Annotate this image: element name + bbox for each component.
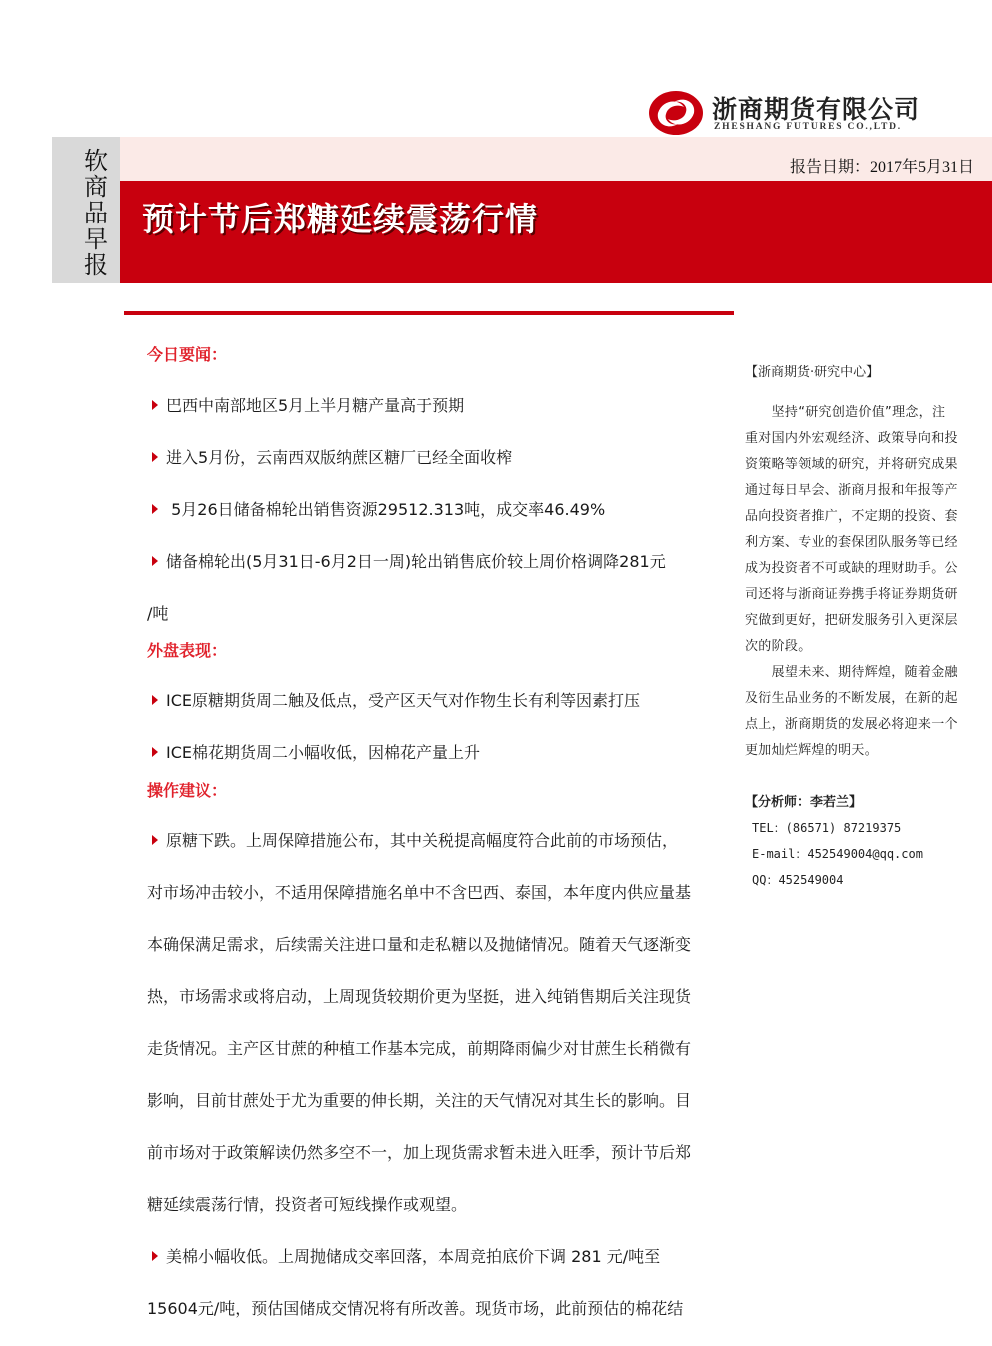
bullet-arrow-icon	[152, 747, 158, 757]
bullet-arrow-icon	[152, 504, 158, 514]
sidebar-text-line: 品向投资者推广，不定期的投资、套	[745, 509, 958, 524]
advice-paragraph-line: 原糖下跌。上周保障措施公布，其中关税提高幅度符合此前的市场预估，	[152, 828, 712, 851]
sidebar-text-line: 及衍生品业务的不断发展，在新的起	[745, 691, 958, 706]
side-tab-label: 软商品早报	[84, 147, 108, 279]
overseas-item: ICE棉花期货周二小幅收低，因棉花产量上升	[152, 740, 712, 763]
advice-paragraph-line: 美棉小幅收低。上周抛储成交率回落，本周竞拍底价下调 281 元/吨至	[152, 1244, 712, 1267]
bullet-arrow-icon	[152, 400, 158, 410]
sidebar-text-line: 利方案、专业的套保团队服务等已经	[745, 535, 958, 550]
news-item: 5月26日储备棉轮出销售资源29512.313吨，成交率46.49%	[152, 497, 712, 520]
sidebar-text-line: 更加灿烂辉煌的明天。	[745, 743, 879, 758]
report-date: 报告日期：2017年5月31日	[789, 159, 974, 176]
sidebar-text-line: 成为投资者不可或缺的理财助手。公	[745, 561, 958, 576]
analyst-email[interactable]: E-mail：452549004@qq.com	[752, 847, 923, 861]
company-name-cn: 浙商期货有限公司	[712, 95, 921, 124]
analyst-tel: TEL：(86571) 87219375	[752, 821, 902, 835]
sidebar-text-line: 资策略等领域的研究，并将研究成果	[745, 457, 958, 472]
section-heading-advice: 操作建议：	[147, 781, 228, 800]
bullet-arrow-icon	[152, 695, 158, 705]
news-item: 储备棉轮出(5月31日-6月2日一周)轮出销售底价较上周价格调降281元	[152, 549, 712, 572]
advice-paragraph-line: 本确保满足需求，后续需关注进口量和走私糖以及抛储情况。随着天气逐渐变	[147, 935, 692, 954]
advice-paragraph-line: 热，市场需求或将启动，上周现货较期价更为坚挺，进入纯销售期后关注现货	[147, 987, 692, 1006]
company-logo-icon	[648, 90, 704, 136]
sidebar-text-line: 究做到更好，把研发服务引入更深层	[745, 613, 958, 628]
report-title: 预计节后郑糖延续震荡行情	[142, 200, 539, 238]
advice-paragraph-line: 15604元/吨，预估国储成交情况将有所改善。现货市场，此前预估的棉花结	[147, 1299, 684, 1318]
sidebar-text-line: 重对国内外宏观经济、政策导向和投	[745, 431, 958, 446]
news-item: 进入5月份，云南西双版纳蔗区糖厂已经全面收榨	[152, 445, 712, 468]
sidebar-text-line: 展望未来、期待辉煌，随着金融	[745, 665, 958, 680]
news-item-continued: /吨	[147, 604, 169, 623]
sidebar-text-line: 点上，浙商期货的发展必将迎来一个	[745, 717, 958, 732]
bullet-arrow-icon	[152, 556, 158, 566]
section-heading-overseas: 外盘表现：	[147, 641, 228, 660]
company-name-en: ZHESHANG FUTURES CO.,LTD.	[714, 122, 902, 132]
sidebar-text-line: 次的阶段。	[745, 639, 812, 654]
advice-paragraph-line: 走货情况。主产区甘蔗的种植工作基本完成，前期降雨偏少对甘蔗生长稍微有	[147, 1039, 692, 1058]
advice-paragraph-line: 对市场冲击较小，不适用保障措施名单中不含巴西、泰国，本年度内供应量基	[147, 883, 692, 902]
bullet-arrow-icon	[152, 835, 158, 845]
sidebar-heading: 【浙商期货·研究中心】	[745, 365, 880, 380]
analyst-qq: QQ：452549004	[752, 873, 844, 887]
news-item: 巴西中南部地区5月上半月糖产量高于预期	[152, 393, 712, 416]
company-logo	[648, 88, 938, 138]
advice-paragraph-line: 影响，目前甘蔗处于尤为重要的伸长期，关注的天气情况对其生长的影响。目	[147, 1091, 692, 1110]
section-heading-news: 今日要闻：	[147, 345, 228, 364]
sidebar-text-line: 司还将与浙商证券携手将证券期货研	[745, 587, 958, 602]
advice-paragraph-line: 糖延续震荡行情，投资者可短线操作或观望。	[147, 1195, 468, 1214]
bullet-arrow-icon	[152, 452, 158, 462]
advice-paragraph-line: 前市场对于政策解读仍然多空不一，加上现货需求暂未进入旺季，预计节后郑	[147, 1143, 692, 1162]
sidebar-text-line: 通过每日早会、浙商月报和年报等产	[745, 483, 958, 498]
bullet-arrow-icon	[152, 1251, 158, 1261]
sidebar-text-line: 坚持“研究创造价值”理念，注	[745, 405, 946, 420]
analyst-heading: 【分析师：李若兰】	[745, 795, 863, 810]
overseas-item: ICE原糖期货周二触及低点，受产区天气对作物生长有利等因素打压	[152, 688, 712, 711]
section-divider	[124, 311, 734, 315]
